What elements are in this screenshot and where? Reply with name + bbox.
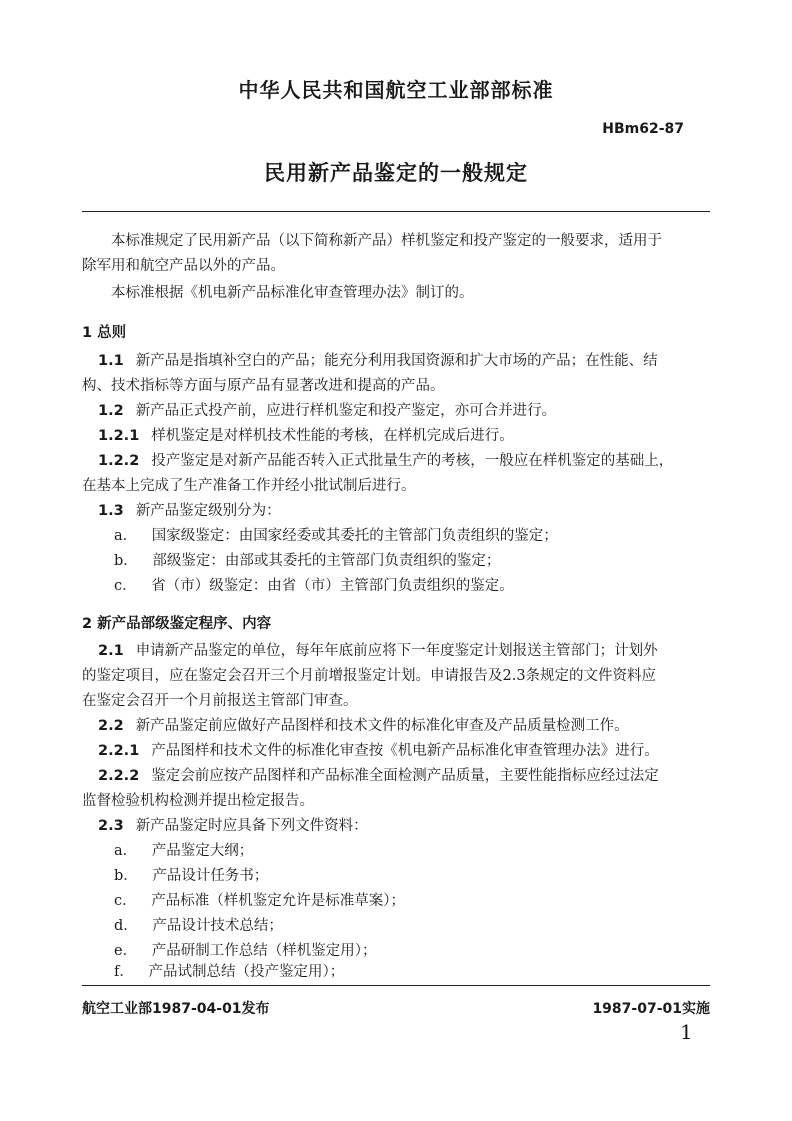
section-2-heading: 2 新产品部级鉴定程序、内容: [82, 616, 272, 632]
clause-text: 新产品鉴定时应具备下列文件资料：: [135, 818, 368, 834]
clause-text: 产品图样和技术文件的标准化审查按《机电新产品标准化审查管理办法》进行。: [151, 743, 659, 759]
list-text: 部级鉴定：由部或其委托的主管部门负责组织的鉴定；: [152, 553, 501, 569]
page-number: 1: [680, 1020, 693, 1044]
clause-2-1-line-3: 在鉴定会召开一个月前报送主管部门审查。: [82, 693, 358, 709]
list-text: 产品设计任务书；: [152, 868, 269, 884]
effective-date: 1987-07-01实施: [592, 1001, 710, 1017]
document-title: 民用新产品鉴定的一般规定: [264, 161, 528, 185]
clause-1-2-1: [98, 426, 514, 446]
clause-number: 2.3: [98, 818, 124, 834]
clause-text: 鉴定会前应按产品图样和产品标准全面检测产品质量，主要性能指标应经过法定: [151, 768, 659, 784]
intro-paragraph-1-line-1: 本标准规定了民用新产品（以下简称新产品）样机鉴定和投产鉴定的一般要求，适用于: [111, 233, 662, 249]
list-item: [114, 551, 500, 571]
clause-2-2-1: [98, 741, 659, 761]
list-text: 省（市）级鉴定：由省（市）主管部门负责组织的鉴定。: [151, 578, 514, 594]
clause-1-1: [98, 351, 658, 371]
list-item: [114, 941, 376, 961]
clause-text: 新产品鉴定前应做好产品图样和技术文件的标准化审查及产品质量检测工作。: [135, 718, 629, 734]
clause-2-2: [98, 716, 629, 736]
clause-1-2-2: [98, 451, 673, 471]
list-marker: b．: [114, 868, 138, 884]
list-item: [114, 526, 558, 546]
clause-2-1-line-2: 的鉴定项目，应在鉴定会召开三个月前增报鉴定计划。申请报告及2.3条规定的文件资料应: [82, 668, 657, 684]
clause-number: 2.2: [98, 718, 124, 734]
list-item: [114, 841, 253, 861]
list-text: 产品标准（样机鉴定允许是标准草案）；: [151, 893, 405, 909]
clause-1-2: [98, 401, 556, 421]
clause-text: 新产品正式投产前，应进行样机鉴定和投产鉴定，亦可合并进行。: [135, 403, 557, 419]
list-marker: c．: [114, 893, 137, 909]
list-item: [114, 576, 514, 596]
clause-text: 申请新产品鉴定的单位，每年年底前应将下一年度鉴定计划报送主管部门；计划外: [135, 643, 658, 659]
list-text: 国家级鉴定：由国家经委或其委托的主管部门负责组织的鉴定；: [151, 528, 558, 544]
clause-2-3: [98, 816, 368, 836]
ministry-title: 中华人民共和国航空工业部部标准: [238, 78, 554, 102]
list-marker: a．: [114, 843, 138, 859]
clause-1-2-2-line-2: 在基本上完成了生产准备工作并经小批试制后进行。: [82, 478, 416, 494]
clause-1-3: [98, 501, 281, 521]
list-marker: f．: [114, 964, 134, 980]
clause-number: 1.2.1: [98, 428, 140, 444]
list-marker: d．: [114, 918, 138, 934]
list-item: [114, 916, 283, 936]
clause-text: 投产鉴定是对新产品能否转入正式批量生产的考核，一般应在样机鉴定的基础上，: [151, 453, 674, 469]
clause-2-1: [98, 641, 658, 661]
clause-text: 新产品鉴定级别分为：: [135, 503, 281, 519]
bottom-divider: [82, 985, 710, 986]
clause-number: 2.1: [98, 643, 124, 659]
intro-paragraph-1-line-2: 除军用和航空产品以外的产品。: [82, 258, 285, 274]
clause-number: 2.2.1: [98, 743, 140, 759]
list-item: [114, 962, 344, 982]
clause-number: 1.2.2: [98, 453, 140, 469]
standard-code: HBm62-87: [602, 121, 684, 137]
list-marker: c．: [114, 578, 137, 594]
clause-number: 1.3: [98, 503, 124, 519]
list-marker: e．: [114, 943, 138, 959]
clause-2-2-2-line-2: 监督检验机构检测并提出检定报告。: [82, 793, 314, 809]
clause-text: 样机鉴定是对样机技术性能的考核，在样机完成后进行。: [151, 428, 514, 444]
list-text: 产品试制总结（投产鉴定用）；: [148, 964, 345, 980]
intro-paragraph-2: 本标准根据《机电新产品标准化审查管理办法》制订的。: [111, 285, 474, 301]
clause-text: 新产品是指填补空白的产品；能充分利用我国资源和扩大市场的产品；在性能、结: [135, 353, 658, 369]
list-text: 产品设计技术总结；: [152, 918, 283, 934]
list-marker: a．: [114, 528, 138, 544]
list-text: 产品鉴定大纲；: [151, 843, 254, 859]
issue-date: 航空工业部1987-04-01发布: [82, 1001, 270, 1017]
section-1-heading: 1 总则: [82, 325, 127, 341]
top-divider: [82, 211, 710, 212]
clause-2-2-2: [98, 766, 659, 786]
clause-number: 1.1: [98, 353, 124, 369]
list-item: [114, 891, 405, 911]
list-marker: b．: [114, 553, 138, 569]
clause-number: 1.2: [98, 403, 124, 419]
list-item: [114, 866, 268, 886]
clause-number: 2.2.2: [98, 768, 140, 784]
clause-1-1-line-2: 构、技术指标等方面与原产品有显著改进和提高的产品。: [82, 378, 445, 394]
list-text: 产品研制工作总结（样机鉴定用）；: [151, 943, 377, 959]
